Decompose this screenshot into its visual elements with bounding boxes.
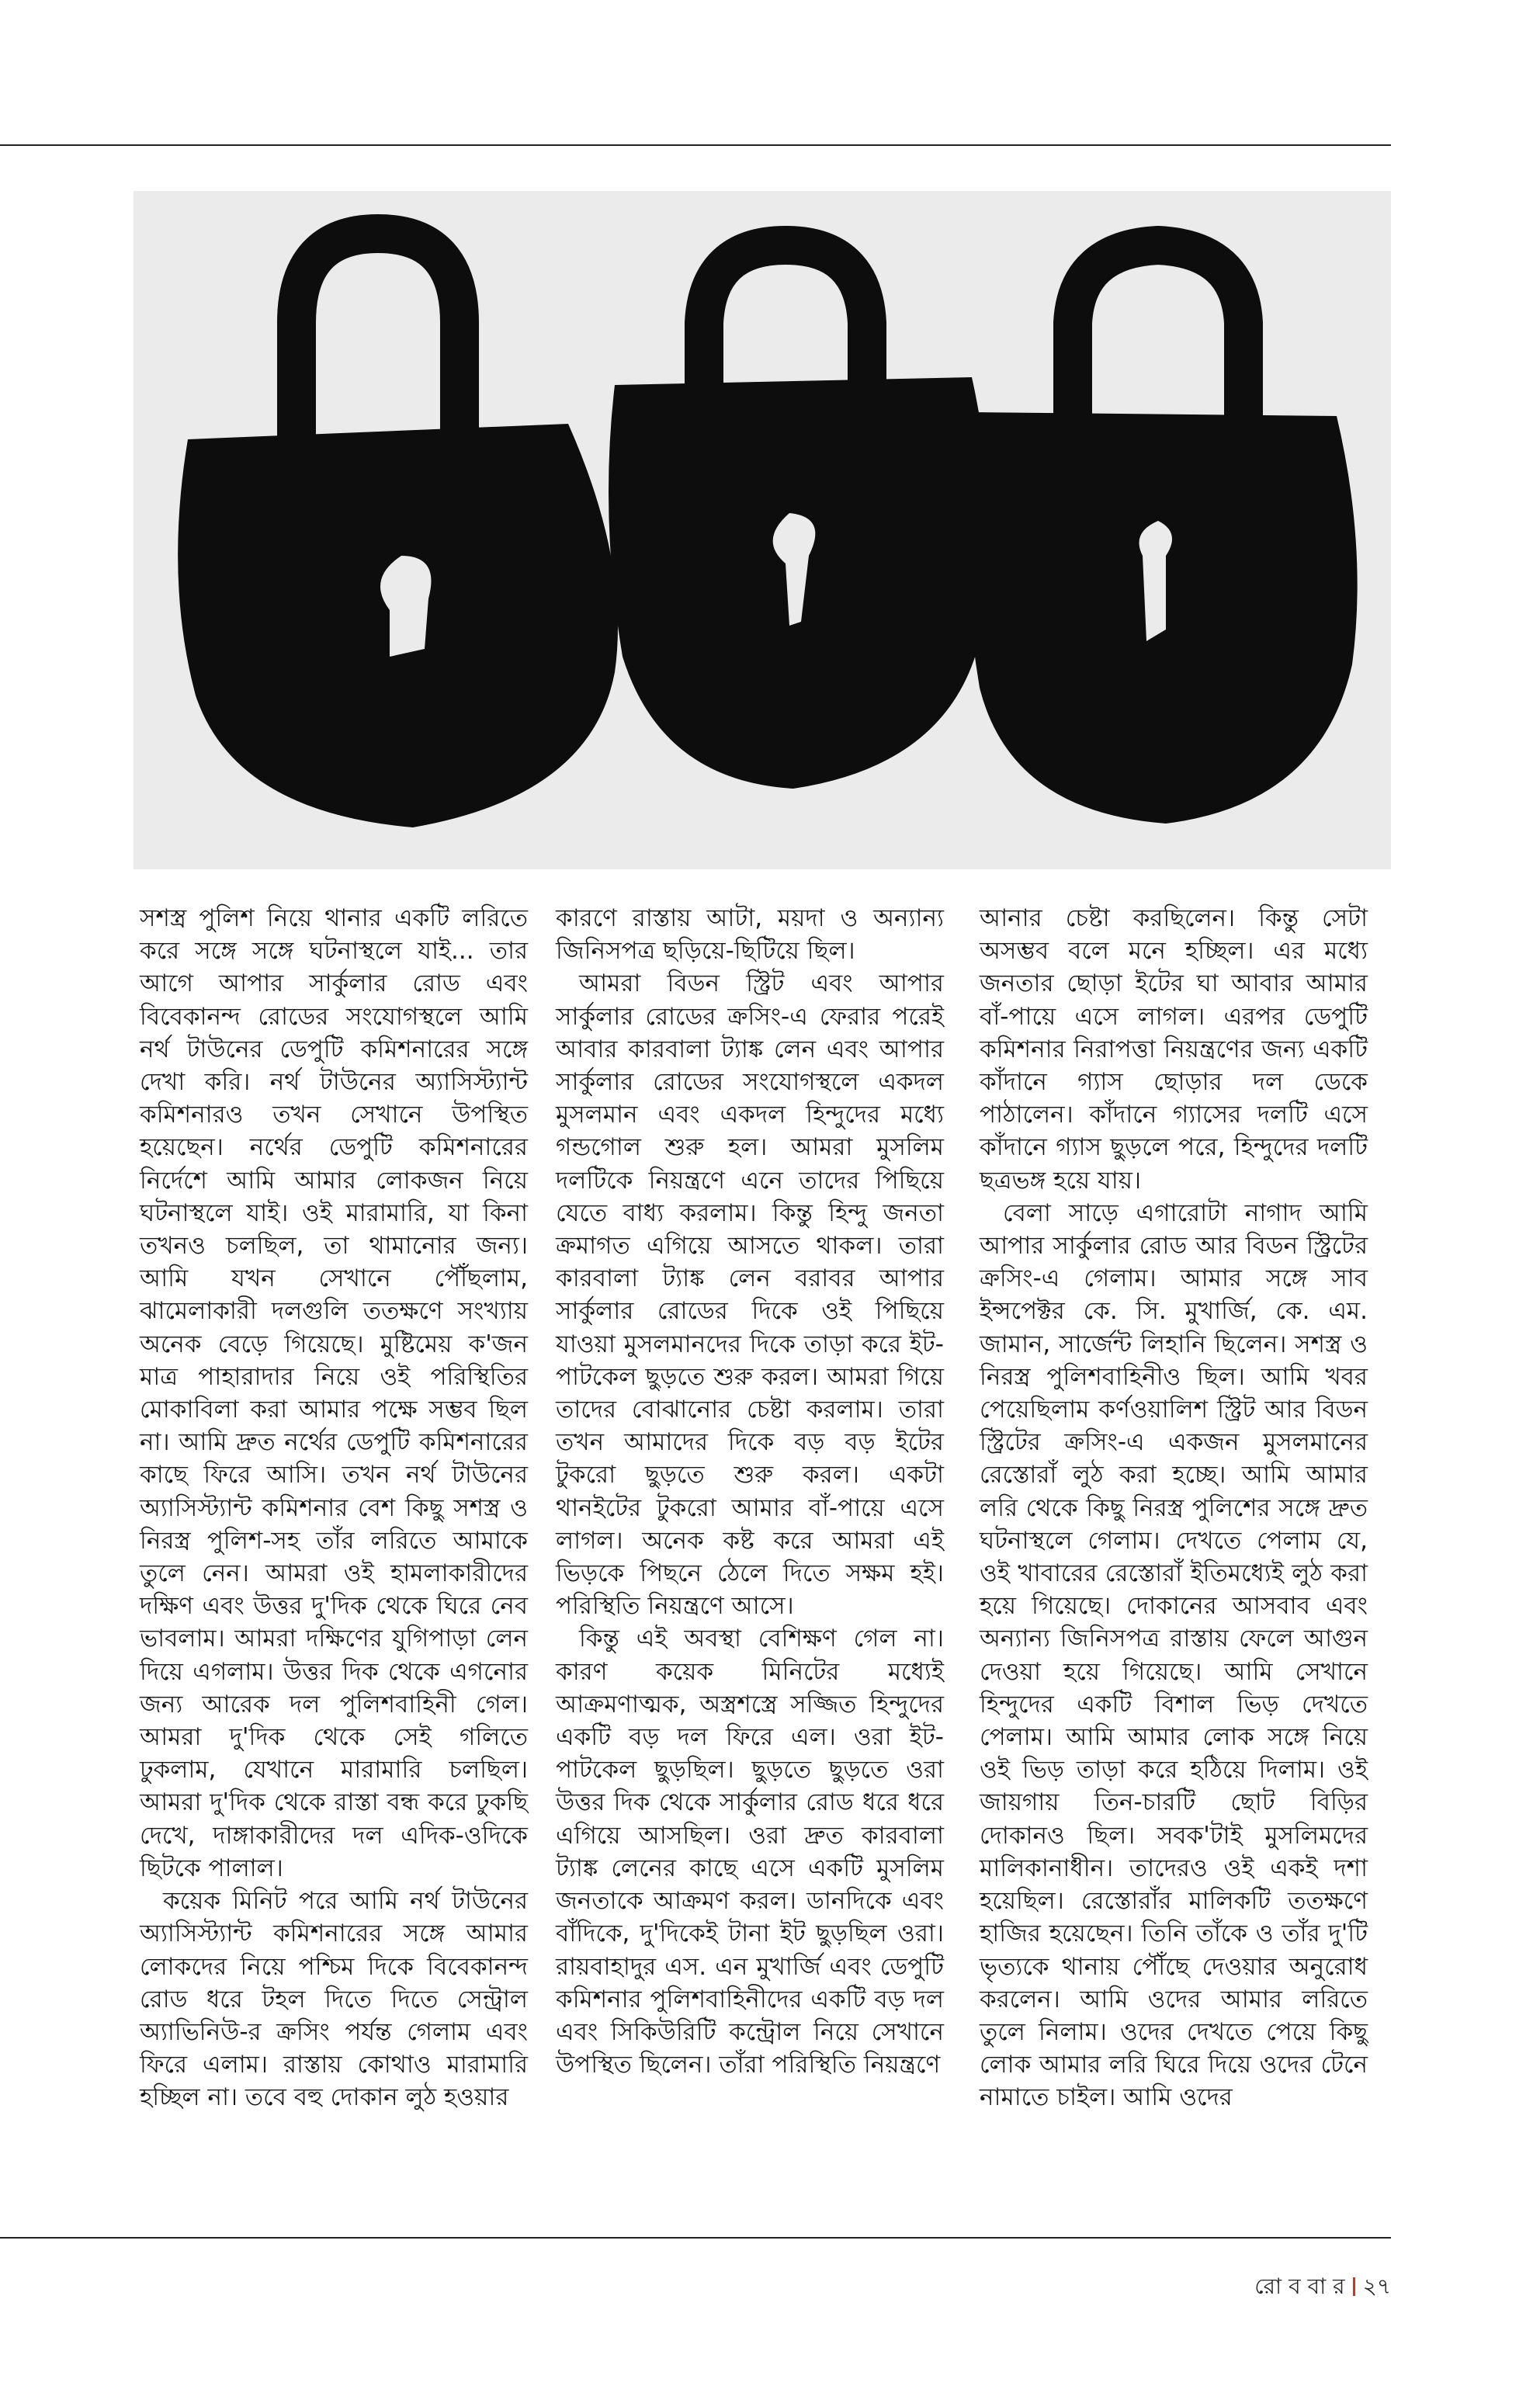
paragraph: আমরা বিডন স্ট্রিট এবং আপার সার্কুলার রোডের ক্রসিং-এ ফেরার পরেই আবার কারবালা ট্যাঙ্ক লেন এবং আপার সার্কুলার রোডের সংযোগস্থলে একদল মুসলমান এবং একদল হিন্দুদের মধ্যে গন্ডগোল শুরু হল। আমরা মুসলিম দলটিকে নিয়ন্ত্রণে এনে তাদের পিছিয়ে যেতে বাধ্য করলাম। কিন্তু হিন্দু জনতা ক্রমাগত এগিয়ে আসতে থাকল। তারা কারবালা ট্যাঙ্ক লেন বরাবর আপার সার্কুলার রোডের দিকে ওই পিছিয়ে যাওয়া মুসলমানদের দিকে তাড়া করে ইট-পাটকেল ছুড়তে শুরু করল। আমরা গিয়ে তাদের বোঝানোর চেষ্টা করলাম। তারা তখন আমাদের দিকে বড় বড় ইটের টুকরো ছুড়তে শুরু করল। একটা থানইটের টুকরো আমার বাঁ-পায়ে এসে লাগল। অনেক কষ্ট করে আমরা এই ভিড়কে পিছনে ঠেলে দিতে সক্ষম হই। পরিস্থিতি নিয়ন্ত্রণে আসে। bbox=[556, 969, 944, 1621]
article-column-1 bbox=[140, 902, 528, 2114]
page-folio bbox=[1226, 2270, 1391, 2306]
bottom-rule bbox=[0, 2237, 1391, 2239]
top-rule bbox=[0, 144, 1391, 146]
magazine-name: রো ব বা র bbox=[1254, 2273, 1345, 2299]
article-column-2 bbox=[556, 902, 944, 2081]
page-number: ২৭ bbox=[1362, 2273, 1391, 2299]
paragraph: সশস্ত্র পুলিশ নিয়ে থানার একটি লরিতে করে সঙ্গে সঙ্গে ঘটনাস্থলে যাই... তার আগে আপার সার্কুলার রোড এবং বিবেকানন্দ রোডের সংযোগস্থলে আমি নর্থ টাউনের ডেপুটি কমিশনারের সঙ্গে দেখা করি। নর্থ টাউনের অ্যাসিস্ট্যান্ট কমিশনারও তখন সেখানে উপস্থিত হয়েছেন। নর্থের ডেপুটি কমিশনারের নির্দেশে আমি আমার লোকজন নিয়ে ঘটনাস্থলে যাই। ওই মারামারি, যা কিনা তখনও চলছিল, তা থামানোর জন্য। আমি যখন সেখানে পৌঁছলাম, ঝামেলাকারী দলগুলি ততক্ষণে সংখ্যায় অনেক বেড়ে গিয়েছে। মুষ্টিমেয় ক'জন মাত্র পাহারাদার নিয়ে ওই পরিস্থিতির মোকাবিলা করা আমার পক্ষে সম্ভব ছিল না। আমি দ্রুত নর্থের ডেপুটি কমিশনারের কাছে ফিরে আসি। তখন নর্থ টাউনের অ্যাসিস্ট্যান্ট কমিশনার বেশ কিছু সশস্ত্র ও নিরস্ত্র পুলিশ-সহ তাঁর লরিতে আমাকে তুলে নেন। আমরা ওই হামলাকারীদের দক্ষিণ এবং উত্তর দু'দিক থেকে ঘিরে নেব ভাবলাম। আমরা দক্ষিণের যুগিপাড়া লেন দিয়ে এগলাম। উত্তর দিক থেকে এগনোর জন্য আরেক দল পুলিশবাহিনী গেল। আমরা দু'দিক থেকে সেই গলিতে ঢুকলাম, যেখানে মারামারি চলছিল। আমরা দু'দিক থেকে রাস্তা বন্ধ করে ঢুকছি দেখে, দাঙ্গাকারীদের দল এদিক-ওদিকে ছিটকে পালাল। bbox=[140, 904, 528, 1882]
paragraph: কারণে রাস্তায় আটা, ময়দা ও অন্যান্য জিনিসপত্র ছড়িয়ে-ছিটিয়ে ছিল। bbox=[556, 904, 944, 966]
paragraph: বেলা সাড়ে এগারোটা নাগাদ আমি আপার সার্কুলার রোড আর বিডন স্ট্রিটের ক্রসিং-এ গেলাম। আমার সঙ্গে সাব ইন্সপেক্টর কে. সি. মুখার্জি, কে. এম. জামান, সার্জেন্ট লিহানি ছিলেন। সশস্ত্র ও নিরস্ত্র পুলিশবাহিনীও ছিল। আমি খবর পেয়েছিলাম কর্ণওয়ালিশ স্ট্রিট আর বিডন স্ট্রিটের ক্রসিং-এ একজন মুসলমানের রেস্তোরাঁ লুঠ করা হচ্ছে। আমি আমার লরি থেকে কিছু নিরস্ত্র পুলিশের সঙ্গে দ্রুত ঘটনাস্থলে গেলাম। দেখতে পেলাম যে, ওই খাবারের রেস্তোরাঁ ইতিমধ্যেই লুঠ করা হয়ে গিয়েছে। দোকানের আসবাব এবং অন্যান্য জিনিসপত্র রাস্তায় ফেলে আগুন দেওয়া হয়ে গিয়েছে। আমি সেখানে হিন্দুদের একটি বিশাল ভিড় দেখতে পেলাম। আমি আমার লোক সঙ্গে নিয়ে ওই ভিড় তাড়া করে হঠিয়ে দিলাম। ওই জায়গায় তিন-চারটি ছোট বিড়ির দোকানও ছিল। সবক'টাই মুসলিমদের মালিকানাধীন। তাদেরও ওই একই দশা হয়েছিল। রেস্তোরাঁর মালিকটি ততক্ষণে হাজির হয়েছেন। তিনি তাঁকে ও তাঁর দু'টি ভৃত্যকে থানায় পৌঁছে দেওয়ার অনুরোধ করলেন। আমি ওদের আমার লরিতে তুলে নিলাম। ওদের দেখতে পেয়ে কিছু লোক আমার লরি ঘিরে দিয়ে ওদের টেনে নামাতে চাইল। আমি ওদের bbox=[980, 1198, 1368, 2112]
folio-divider bbox=[1353, 2277, 1355, 2296]
padlocks-illustration bbox=[134, 191, 1391, 869]
article-column-3 bbox=[980, 902, 1368, 2114]
padlocks-svg bbox=[134, 191, 1391, 869]
paragraph: কিন্তু এই অবস্থা বেশিক্ষণ গেল না। কারণ কয়েক মিনিটের মধ্যেই আক্রমণাত্মক, অস্ত্রশস্ত্রে সজ্জিত হিন্দুদের একটি বড় দল ফিরে এল। ওরা ইট-পাটকেল ছুড়ছিল। ছুড়তে ছুড়তে ওরা উত্তর দিক থেকে সার্কুলার রোড ধরে ধরে এগিয়ে আসছিল। ওরা দ্রুত কারবালা ট্যাঙ্ক লেনের কাছে এসে একটি মুসলিম জনতাকে আক্রমণ করল। ডানদিকে এবং বাঁদিকে, দু'দিকেই টানা ইট ছুড়ছিল ওরা। রায়বাহাদুর এস. এন মুখার্জি এবং ডেপুটি কমিশনার পুলিশবাহিনীদের একটি বড় দল এবং সিকিউরিটি কন্ট্রোল নিয়ে সেখানে উপস্থিত ছিলেন। তাঁরা পরিস্থিতি নিয়ন্ত্রণে bbox=[556, 1625, 944, 2079]
paragraph: আনার চেষ্টা করছিলেন। কিন্তু সেটা অসম্ভব বলে মনে হচ্ছিল। এর মধ্যে জনতার ছোড়া ইটের ঘা আবার আমার বাঁ-পায়ে এসে লাগল। এরপর ডেপুটি কমিশনার নিরাপত্তা নিয়ন্ত্রণের জন্য একটি কাঁদানে গ্যাস ছোড়ার দল ডেকে পাঠালেন। কাঁদানে গ্যাসের দলটি এসে কাঁদানে গ্যাস ছুড়লে পরে, হিন্দুদের দলটি ছত্রভঙ্গ হয়ে যায়। bbox=[980, 904, 1368, 1195]
paragraph: কয়েক মিনিট পরে আমি নর্থ টাউনের অ্যাসিস্ট্যান্ট কমিশনারের সঙ্গে আমার লোকদের নিয়ে পশ্চিম দিকে বিবেকানন্দ রোড ধরে টহল দিতে দিতে সেন্ট্রাল অ্যাভিনিউ-র ক্রসিং পর্যন্ত গেলাম এবং ফিরে এলাম। রাস্তায় কোথাও মারামারি হচ্ছিল না। তবে বহু দোকান লুঠ হওয়ার bbox=[140, 1887, 528, 2112]
